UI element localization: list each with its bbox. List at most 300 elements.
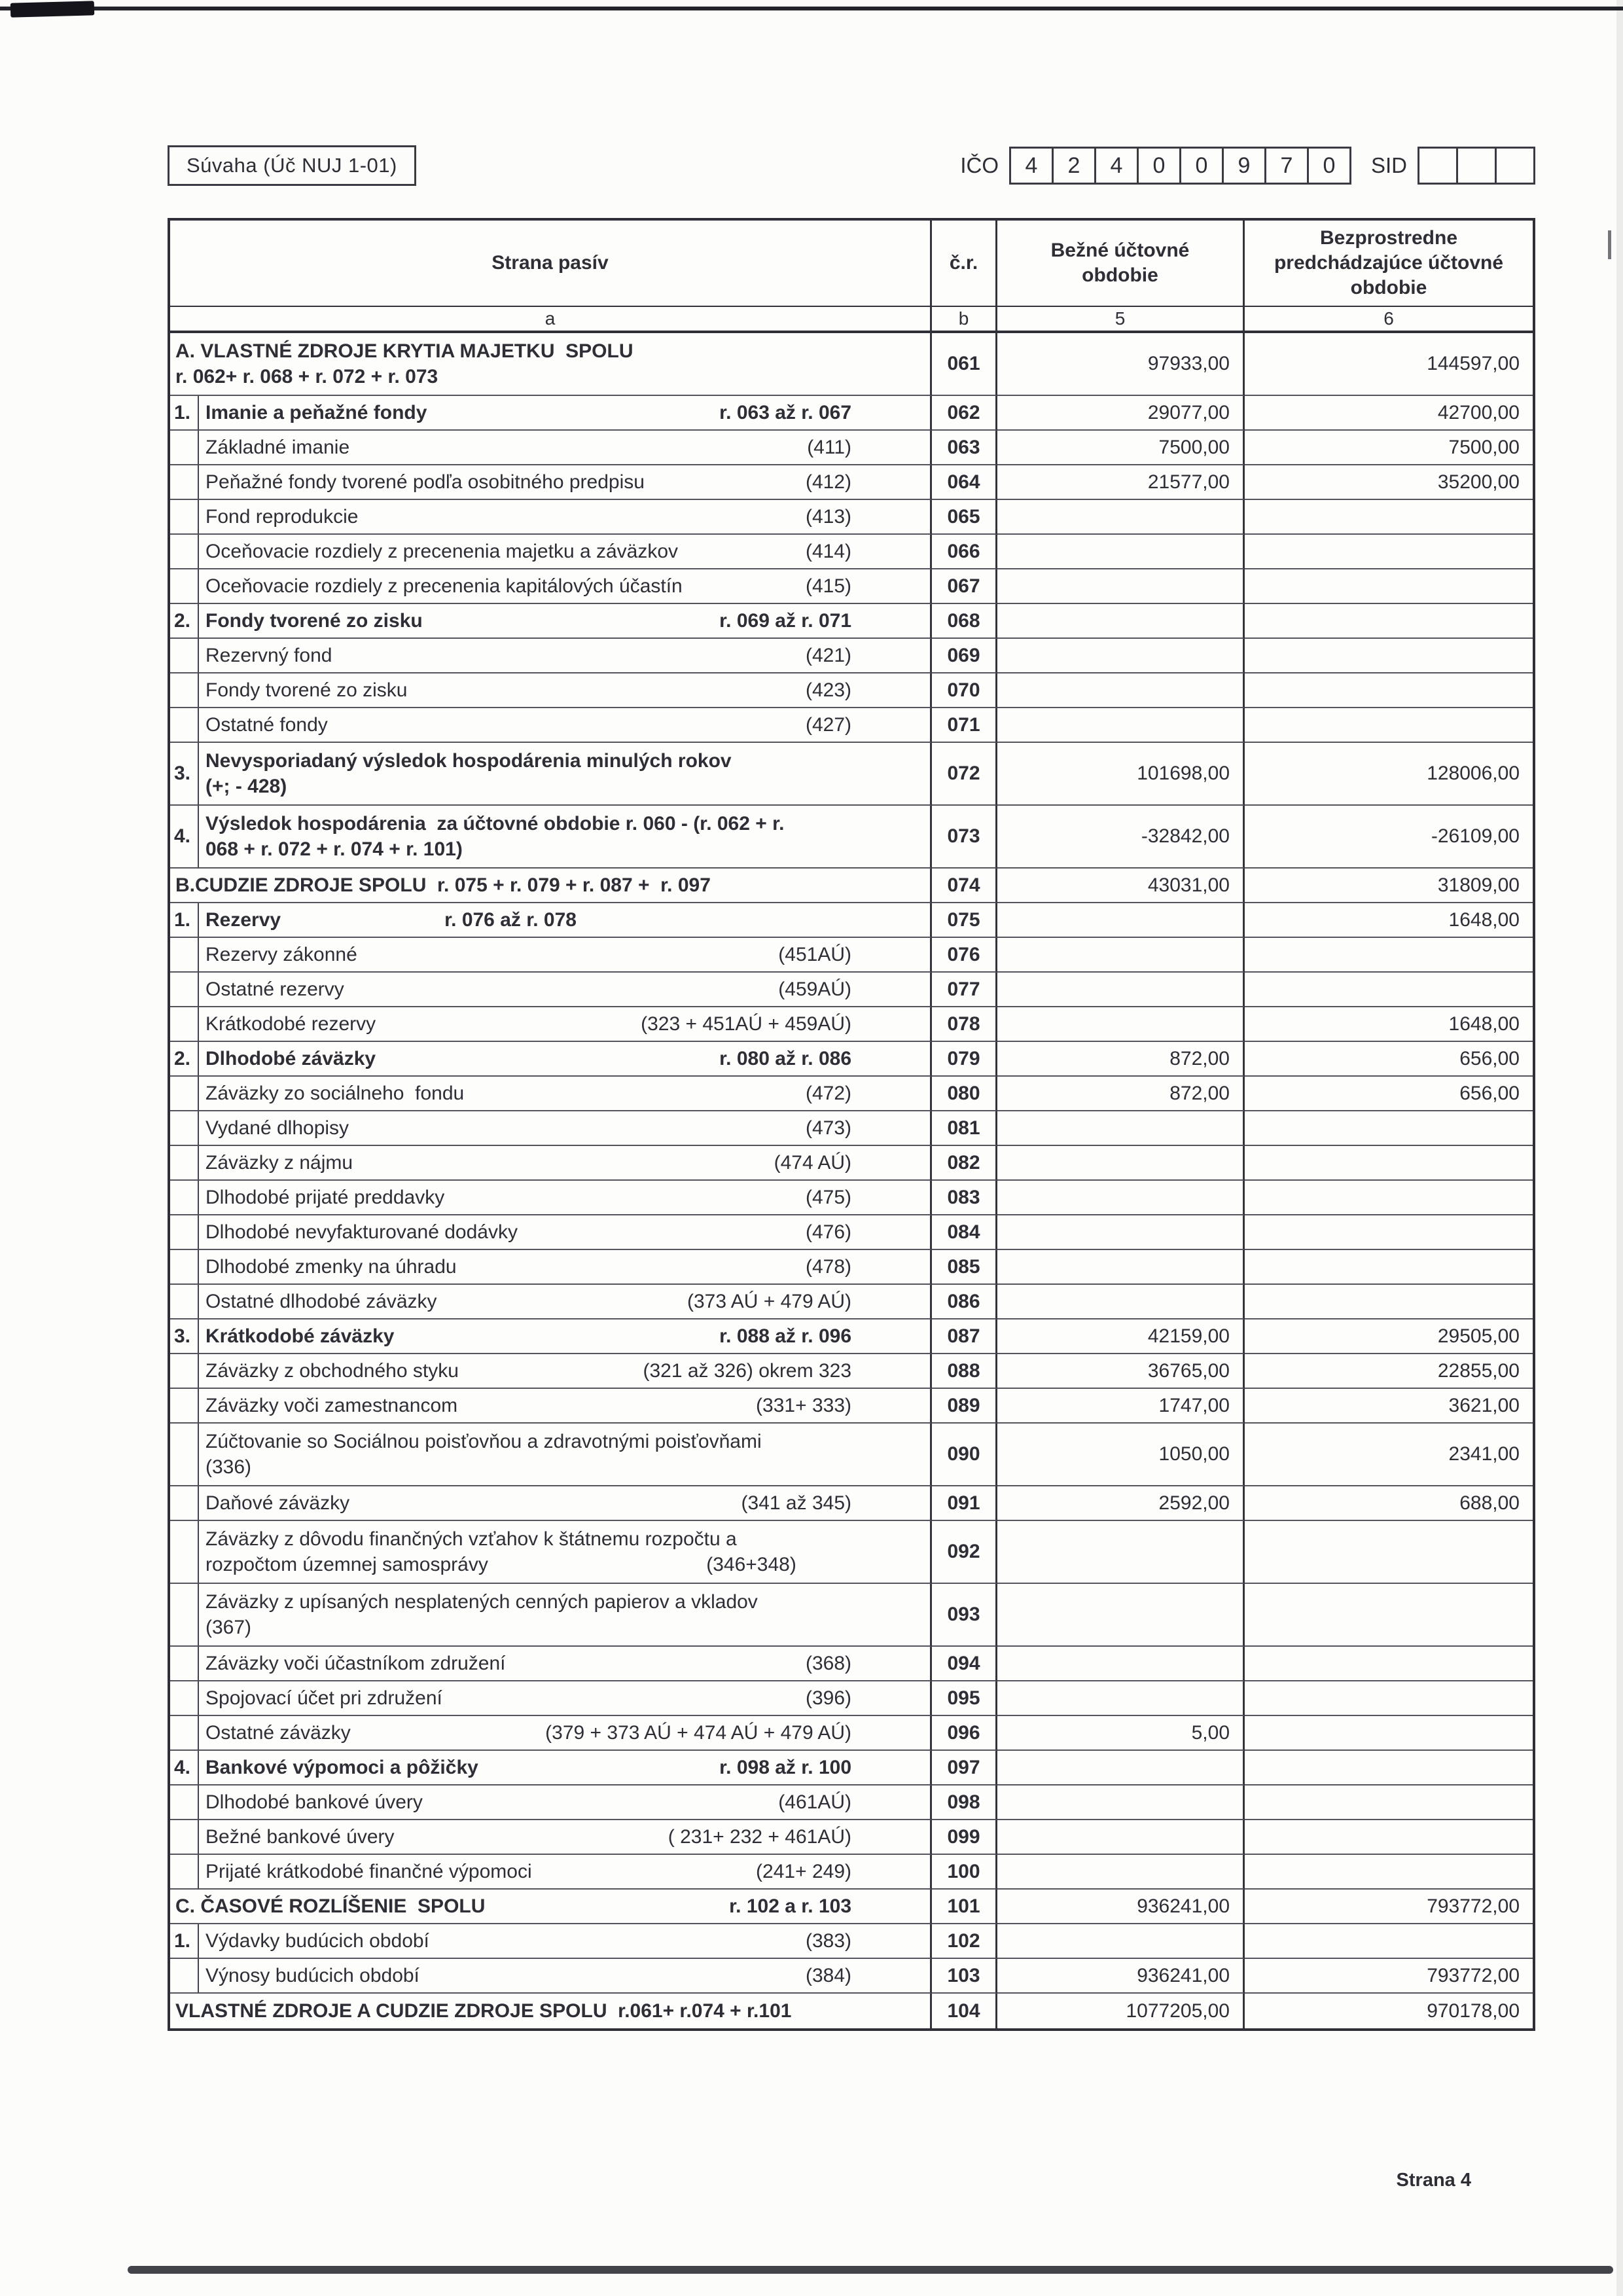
ico-digit-cell: 0 xyxy=(1137,147,1181,185)
row-value-previous xyxy=(1245,1146,1533,1181)
row-value-current xyxy=(997,1250,1245,1285)
row-value-previous xyxy=(1245,1924,1533,1959)
table-row xyxy=(170,1285,1533,1319)
row-number xyxy=(170,1042,199,1077)
table-row xyxy=(170,1007,1533,1042)
row-label: Základné imanie xyxy=(205,437,350,458)
row-value-previous xyxy=(1245,1181,1533,1215)
scan-artifact-right-tick xyxy=(1608,230,1611,259)
row-label-cell xyxy=(199,1751,932,1785)
row-line-number: 096 xyxy=(932,1716,997,1751)
table-row xyxy=(170,1486,1533,1521)
row-number-text: 3. xyxy=(174,1325,191,1347)
row-value-current: 43031,00 xyxy=(997,869,1245,903)
sid-cell xyxy=(1418,147,1458,185)
row-label: Rezervy zákonné xyxy=(205,944,357,965)
row-label-cell xyxy=(199,1924,932,1959)
row-value-previous xyxy=(1245,604,1533,639)
balance-sheet-table xyxy=(168,218,1535,2031)
row-label-cell xyxy=(199,673,932,708)
row-value-previous: 2341,00 xyxy=(1245,1424,1533,1486)
row-value-current: 29077,00 xyxy=(997,396,1245,431)
row-value-previous xyxy=(1245,1751,1533,1785)
row-label-cell xyxy=(199,1389,932,1424)
row-account-code: (383) xyxy=(805,1929,851,1952)
row-number xyxy=(170,1077,199,1111)
row-number xyxy=(170,1111,199,1146)
table-row xyxy=(170,1785,1533,1820)
row-account-code: ( 231+ 232 + 461AÚ) xyxy=(668,1825,851,1848)
row-line-number: 074 xyxy=(932,869,997,903)
row-value-current xyxy=(997,1855,1245,1890)
row-number-text: 1. xyxy=(174,1929,191,1952)
row-label: Rezervný fond xyxy=(205,645,332,666)
sid-boxes xyxy=(1418,147,1535,185)
table-row xyxy=(170,973,1533,1007)
row-value-previous xyxy=(1245,673,1533,708)
table-row xyxy=(170,708,1533,743)
row-number xyxy=(170,535,199,569)
row-label-cell xyxy=(170,869,932,903)
row-value-previous: 22855,00 xyxy=(1245,1354,1533,1389)
table-row xyxy=(170,1146,1533,1181)
row-value-previous xyxy=(1245,1855,1533,1890)
row-account-code: (373 AÚ + 479 AÚ) xyxy=(687,1290,851,1312)
row-label-cell xyxy=(199,1111,932,1146)
row-value-current: 1747,00 xyxy=(997,1389,1245,1424)
row-value-current xyxy=(997,1820,1245,1855)
ico-digit-cell: 4 xyxy=(1094,147,1139,185)
row-value-previous xyxy=(1245,1681,1533,1716)
row-account-code: (412) xyxy=(805,471,851,493)
row-value-current xyxy=(997,708,1245,743)
row-line-number: 066 xyxy=(932,535,997,569)
table-row xyxy=(170,1521,1533,1584)
ico-digit-cell: 0 xyxy=(1179,147,1224,185)
row-label-cell xyxy=(199,743,932,806)
row-value-current xyxy=(997,973,1245,1007)
ico-boxes xyxy=(1009,147,1351,185)
row-label-cell xyxy=(199,396,932,431)
row-account-code: r. 098 až r. 100 xyxy=(719,1756,851,1778)
row-number xyxy=(170,396,199,431)
row-value-previous: 35200,00 xyxy=(1245,465,1533,500)
table-row xyxy=(170,1319,1533,1354)
row-number-text: 4. xyxy=(174,825,191,847)
row-value-previous xyxy=(1245,639,1533,673)
row-value-current xyxy=(997,1584,1245,1647)
row-value-previous: 1648,00 xyxy=(1245,903,1533,938)
row-label: Rezervy r. 076 až r. 078 xyxy=(205,909,577,931)
row-account-code: (379 + 373 AÚ + 474 AÚ + 479 AÚ) xyxy=(545,1721,851,1744)
row-label: Oceňovacie rozdiely z precenenia majetku a záväzkov xyxy=(205,541,679,562)
col-header-strana-pasiv: Strana pasív xyxy=(170,221,932,307)
subheader-6: 6 xyxy=(1245,307,1533,333)
row-value-previous xyxy=(1245,1215,1533,1250)
row-line-number: 085 xyxy=(932,1250,997,1285)
row-value-previous: 970178,00 xyxy=(1427,2000,1520,2022)
row-line-number: 076 xyxy=(932,938,997,973)
form-title-box xyxy=(168,145,416,186)
row-line-number: 068 xyxy=(932,604,997,639)
row-value-previous xyxy=(1245,1250,1533,1285)
row-label-cell xyxy=(199,1959,932,1994)
row-line-number: 100 xyxy=(932,1855,997,1890)
row-label-cell xyxy=(199,604,932,639)
table-row xyxy=(170,639,1533,673)
row-value-current: 936241,00 xyxy=(997,1890,1245,1924)
row-value-current xyxy=(997,903,1245,938)
row-value-current xyxy=(997,1215,1245,1250)
row-label: Dlhodobé prijaté preddavky xyxy=(205,1187,445,1208)
row-label: Krátkodobé záväzky xyxy=(205,1325,395,1347)
row-label-cell xyxy=(199,1354,932,1389)
sid-cell xyxy=(1495,147,1535,185)
row-number xyxy=(170,673,199,708)
row-label-cell xyxy=(199,1077,932,1111)
row-line-number: 062 xyxy=(932,396,997,431)
table-subheader xyxy=(170,307,1533,333)
row-number xyxy=(170,1486,199,1521)
row-line-number: 072 xyxy=(932,743,997,806)
row-number xyxy=(170,1181,199,1215)
row-label: Imanie a peňažné fondy xyxy=(205,402,427,423)
row-number xyxy=(170,1855,199,1890)
row-line-number: 089 xyxy=(932,1389,997,1424)
row-line-number: 092 xyxy=(932,1521,997,1584)
row-label-cell xyxy=(199,1250,932,1285)
row-label-cell xyxy=(199,1424,932,1486)
row-label-cell xyxy=(199,1285,932,1319)
table-row xyxy=(170,673,1533,708)
row-label: Výnosy budúcich období xyxy=(205,1965,419,1986)
row-number-text: 2. xyxy=(174,609,191,632)
row-value-previous: 656,00 xyxy=(1245,1042,1533,1077)
form-title: Súvaha (Úč NUJ 1-01) xyxy=(187,154,397,177)
id-group xyxy=(960,147,1535,185)
row-value-current xyxy=(997,938,1245,973)
row-label: Ostatné fondy xyxy=(205,714,328,736)
row-line-number: 087 xyxy=(932,1319,997,1354)
row-label: Vydané dlhopisy xyxy=(205,1117,349,1139)
row-value-current xyxy=(997,1111,1245,1146)
row-label-cell xyxy=(199,1716,932,1751)
table-row xyxy=(170,1424,1533,1486)
table-row xyxy=(170,869,1533,903)
row-number xyxy=(170,708,199,743)
row-line-number: 101 xyxy=(932,1890,997,1924)
row-label-cell xyxy=(199,431,932,465)
table-row xyxy=(170,431,1533,465)
row-value-previous xyxy=(1245,1285,1533,1319)
row-value-previous: 1648,00 xyxy=(1245,1007,1533,1042)
row-line-number: 099 xyxy=(932,1820,997,1855)
row-label-cell xyxy=(199,465,932,500)
row-line-number: 077 xyxy=(932,973,997,1007)
row-value-current xyxy=(997,639,1245,673)
row-label: Dlhodobé zmenky na úhradu xyxy=(205,1256,457,1278)
row-value-previous xyxy=(1245,1584,1533,1647)
row-line-number: 095 xyxy=(932,1681,997,1716)
row-number xyxy=(170,1319,199,1354)
row-line-number: 075 xyxy=(932,903,997,938)
row-label: Zúčtovanie so Sociálnou poisťovňou a zdravotnými poisťovňami (336) xyxy=(205,1431,762,1478)
row-value-current: 101698,00 xyxy=(997,743,1245,806)
row-value-current: 36765,00 xyxy=(997,1354,1245,1389)
row-account-code: (368) xyxy=(805,1652,851,1674)
row-value-previous: 793772,00 xyxy=(1245,1890,1533,1924)
table-row xyxy=(170,743,1533,806)
ico-digit-cell: 2 xyxy=(1052,147,1096,185)
row-value-previous xyxy=(1245,1521,1533,1584)
row-line-number: 081 xyxy=(932,1111,997,1146)
table-row xyxy=(170,333,1533,396)
row-account-code: (413) xyxy=(805,505,851,528)
ico-digit-cell: 9 xyxy=(1222,147,1266,185)
row-label: Záväzky z nájmu xyxy=(205,1152,353,1174)
row-line-number: 097 xyxy=(932,1751,997,1785)
row-value-current xyxy=(997,1647,1245,1681)
table-row xyxy=(170,1716,1533,1751)
row-label: Krátkodobé rezervy xyxy=(205,1013,376,1035)
row-value-previous: 688,00 xyxy=(1245,1486,1533,1521)
row-value-previous: 793772,00 xyxy=(1245,1959,1533,1994)
row-value-current: 97933,00 xyxy=(997,333,1245,396)
row-line-number: 067 xyxy=(932,569,997,604)
row-value-current xyxy=(997,604,1245,639)
row-account-code: (415) xyxy=(805,575,851,597)
table-row xyxy=(170,396,1533,431)
row-account-code: r. 088 až r. 096 xyxy=(719,1325,851,1347)
row-value-previous xyxy=(1245,973,1533,1007)
row-label: B.CUDZIE ZDROJE SPOLU r. 075 + r. 079 + r. 087 + r. 097 xyxy=(175,874,711,896)
row-value-previous: 42700,00 xyxy=(1245,396,1533,431)
row-number xyxy=(170,1215,199,1250)
row-number xyxy=(170,569,199,604)
ico-digit-cell: 0 xyxy=(1307,147,1351,185)
row-label-cell xyxy=(199,569,932,604)
row-number xyxy=(170,1354,199,1389)
row-number xyxy=(170,604,199,639)
row-value-previous: 7500,00 xyxy=(1245,431,1533,465)
row-label-cell xyxy=(199,1584,932,1647)
row-number xyxy=(170,1785,199,1820)
row-value-current: -32842,00 xyxy=(997,806,1245,869)
sid-label: SID xyxy=(1370,153,1407,177)
row-account-code: r. 063 až r. 067 xyxy=(719,401,851,423)
row-value-previous xyxy=(1245,938,1533,973)
table-row xyxy=(170,1820,1533,1855)
subheader-a: a xyxy=(170,307,932,333)
row-value-current: 7500,00 xyxy=(997,431,1245,465)
row-label-cell xyxy=(170,333,932,396)
row-label: C. ČASOVÉ ROZLÍŠENIE SPOLU xyxy=(175,1895,486,1917)
row-account-code: (323 + 451AÚ + 459AÚ) xyxy=(641,1013,851,1035)
row-label-cell xyxy=(199,1647,932,1681)
ico-label: IČO xyxy=(960,153,999,177)
table-row xyxy=(170,1354,1533,1389)
row-label: Bežné bankové úvery xyxy=(205,1826,395,1848)
row-label-cell xyxy=(199,1215,932,1250)
row-label-cell xyxy=(199,973,932,1007)
table-row xyxy=(170,1250,1533,1285)
row-line-number: 073 xyxy=(932,806,997,869)
row-account-code: (472) xyxy=(805,1082,851,1104)
row-value-current xyxy=(997,673,1245,708)
row-label-cell xyxy=(170,1994,932,2028)
row-line-number: 094 xyxy=(932,1647,997,1681)
row-value-previous xyxy=(1245,1111,1533,1146)
row-number-text: 3. xyxy=(174,762,191,784)
scan-artifact-bottom-band xyxy=(128,2266,1613,2274)
scan-artifact-top-line xyxy=(0,7,1623,10)
table-row xyxy=(170,569,1533,604)
row-account-code: (473) xyxy=(805,1117,851,1139)
table-row xyxy=(170,1681,1533,1716)
ico-digit-cell: 7 xyxy=(1264,147,1309,185)
row-value-previous: 128006,00 xyxy=(1245,743,1533,806)
row-value-current: 872,00 xyxy=(997,1042,1245,1077)
row-label: Záväzky z obchodného styku xyxy=(205,1360,459,1382)
row-number xyxy=(170,806,199,869)
scan-artifact-top-blob xyxy=(10,1,95,17)
row-value-current xyxy=(997,1146,1245,1181)
table-row xyxy=(170,1890,1533,1924)
row-label-cell xyxy=(199,938,932,973)
row-label-cell xyxy=(199,1486,932,1521)
row-value-previous xyxy=(1245,535,1533,569)
row-label-cell xyxy=(199,1146,932,1181)
row-label: Záväzky voči účastníkom združení xyxy=(205,1653,506,1674)
row-value-current xyxy=(997,1521,1245,1584)
col-header-previous-period: Bezprostredne predchádzajúce účtovné obdobie xyxy=(1245,221,1533,307)
row-value-previous: -26109,00 xyxy=(1245,806,1533,869)
row-label: Nevysporiadaný výsledok hospodárenia minulých rokov (+; - 428) xyxy=(205,750,732,797)
row-label: Prijaté krátkodobé finančné výpomoci xyxy=(205,1861,532,1882)
row-number xyxy=(170,1820,199,1855)
row-number xyxy=(170,1424,199,1486)
row-line-number: 090 xyxy=(932,1424,997,1486)
form-content xyxy=(168,145,1535,2031)
row-value-current xyxy=(997,535,1245,569)
row-account-code: (341 až 345) xyxy=(741,1492,851,1514)
row-number xyxy=(170,938,199,973)
table-row xyxy=(170,903,1533,938)
row-value-previous: 656,00 xyxy=(1245,1077,1533,1111)
row-value-current xyxy=(997,1924,1245,1959)
row-number xyxy=(170,1924,199,1959)
row-label-cell xyxy=(199,1855,932,1890)
row-number xyxy=(170,743,199,806)
row-label: Dlhodobé bankové úvery xyxy=(205,1791,423,1813)
form-header xyxy=(168,145,1535,186)
row-value-previous xyxy=(1245,1785,1533,1820)
row-value-current xyxy=(997,1681,1245,1716)
row-value-previous: 144597,00 xyxy=(1245,333,1533,396)
row-label: Výdavky budúcich období xyxy=(205,1930,429,1952)
row-value-current: 21577,00 xyxy=(997,465,1245,500)
row-number xyxy=(170,1521,199,1584)
row-account-code: (321 až 326) okrem 323 xyxy=(643,1359,851,1382)
row-line-number: 071 xyxy=(932,708,997,743)
row-label: Fondy tvorené zo zisku xyxy=(205,679,408,701)
row-line-number: 061 xyxy=(932,333,997,396)
row-label-cell xyxy=(199,639,932,673)
row-value-current xyxy=(997,1785,1245,1820)
row-number xyxy=(170,1647,199,1681)
row-value-previous xyxy=(1245,708,1533,743)
row-label: Oceňovacie rozdiely z precenenia kapitálových účastín xyxy=(205,575,683,597)
row-value-current: 936241,00 xyxy=(997,1959,1245,1994)
row-label: A. VLASTNÉ ZDROJE KRYTIA MAJETKU SPOLU r. 062+ r. 068 + r. 072 + r. 073 xyxy=(175,340,633,387)
table-row xyxy=(170,1855,1533,1890)
row-label-cell xyxy=(199,1319,932,1354)
row-line-number: 064 xyxy=(932,465,997,500)
table-row xyxy=(170,938,1533,973)
row-line-number: 084 xyxy=(932,1215,997,1250)
row-value-current xyxy=(997,500,1245,535)
row-label-cell xyxy=(199,1785,932,1820)
row-value-current xyxy=(997,1285,1245,1319)
col-header-current-period: Bežné účtovné obdobie xyxy=(997,221,1245,307)
table-row xyxy=(170,1215,1533,1250)
row-account-code: (451AÚ) xyxy=(778,943,851,965)
row-label: Ostatné dlhodobé záväzky xyxy=(205,1291,437,1312)
row-value-current: 1077205,00 xyxy=(997,1994,1245,2028)
table-row xyxy=(170,806,1533,869)
row-number xyxy=(170,1681,199,1716)
row-line-number: 103 xyxy=(932,1959,997,1994)
table-row xyxy=(170,1077,1533,1111)
row-value-current: 872,00 xyxy=(997,1077,1245,1111)
row-label: Záväzky voči zamestnancom xyxy=(205,1395,458,1416)
row-value-previous xyxy=(1245,1716,1533,1751)
row-account-code: r. 080 až r. 086 xyxy=(719,1047,851,1069)
table-row xyxy=(170,465,1533,500)
table-row xyxy=(170,1584,1533,1647)
row-line-number: 080 xyxy=(932,1077,997,1111)
row-line-number: 082 xyxy=(932,1146,997,1181)
row-line-number: 091 xyxy=(932,1486,997,1521)
row-label-cell xyxy=(199,1681,932,1716)
row-account-code: (396) xyxy=(805,1687,851,1709)
row-value-current xyxy=(997,1181,1245,1215)
row-number xyxy=(170,1751,199,1785)
row-account-code: (461AÚ) xyxy=(778,1791,851,1813)
row-number xyxy=(170,465,199,500)
row-label-cell xyxy=(170,1890,932,1924)
row-line-number: 063 xyxy=(932,431,997,465)
row-account-code: (414) xyxy=(805,540,851,562)
row-label-cell xyxy=(199,806,932,869)
row-value-current xyxy=(997,569,1245,604)
row-label: Fondy tvorené zo zisku xyxy=(205,610,423,632)
row-value-previous xyxy=(1245,569,1533,604)
row-value-current: 42159,00 xyxy=(997,1319,1245,1354)
table-row xyxy=(170,500,1533,535)
row-line-number: 098 xyxy=(932,1785,997,1820)
row-account-code: (241+ 249) xyxy=(756,1860,851,1882)
row-label: VLASTNÉ ZDROJE A CUDZIE ZDROJE SPOLU r.061+ r.074 + r.101 xyxy=(175,2000,792,2022)
row-line-number: 069 xyxy=(932,639,997,673)
row-number xyxy=(170,1250,199,1285)
row-account-code: r. 102 a r. 103 xyxy=(729,1895,851,1917)
row-line-number: 093 xyxy=(932,1584,997,1647)
row-value-previous xyxy=(1245,500,1533,535)
row-label-cell xyxy=(199,1820,932,1855)
subheader-b: b xyxy=(932,307,997,333)
row-label: Fond reprodukcie xyxy=(205,506,359,528)
